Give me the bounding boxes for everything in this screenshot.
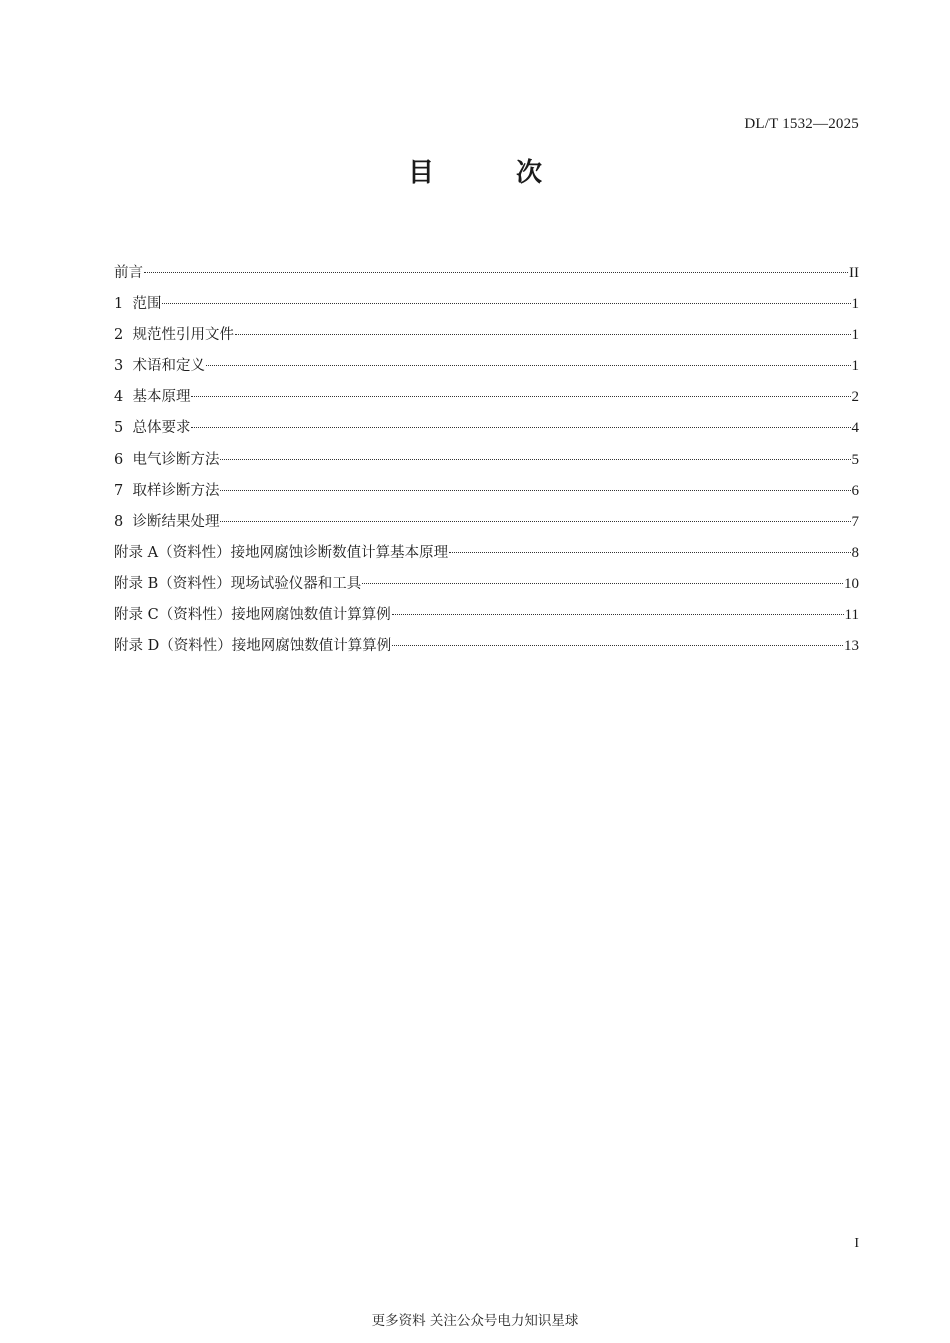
table-of-contents	[114, 262, 859, 666]
toc-entry-page: 2	[851, 389, 859, 406]
toc-entry-label: 2 规范性引用文件	[114, 327, 234, 344]
page-number: I	[854, 1236, 859, 1251]
toc-entry-appendix-b[interactable]	[114, 573, 859, 604]
toc-dot-leader	[392, 645, 843, 646]
toc-entry-label: 附录 C（资料性）接地网腐蚀数值计算算例	[114, 607, 391, 624]
toc-entry-6[interactable]	[114, 449, 859, 480]
toc-entry-5[interactable]	[114, 417, 859, 448]
toc-entry-label: 4 基本原理	[114, 389, 191, 406]
toc-dot-leader	[220, 490, 850, 491]
toc-entry-page: 13	[844, 638, 859, 655]
toc-dot-leader	[206, 365, 851, 366]
toc-entry-label: 1 范围	[114, 296, 162, 313]
toc-entry-page: 1	[851, 358, 859, 375]
toc-dot-leader	[191, 396, 850, 397]
toc-entry-label: 附录 D（资料性）接地网腐蚀数值计算算例	[114, 638, 392, 655]
toc-entry-label: 附录 A（资料性）接地网腐蚀诊断数值计算基本原理	[114, 544, 449, 561]
toc-entry-4[interactable]	[114, 386, 859, 417]
toc-entry-label: 8 诊断结果处理	[114, 513, 220, 530]
toc-entry-page: 7	[851, 513, 859, 530]
toc-entry-page: 10	[844, 575, 859, 592]
toc-dot-leader	[220, 521, 850, 522]
toc-entry-2[interactable]	[114, 324, 859, 355]
toc-entry-label: 3 术语和定义	[114, 358, 205, 375]
toc-entry-label: 7 取样诊断方法	[114, 482, 220, 499]
toc-dot-leader	[449, 552, 850, 553]
toc-dot-leader	[162, 303, 850, 304]
toc-entry-page: 1	[851, 327, 859, 344]
toc-entry-7[interactable]	[114, 480, 859, 511]
footer-note: 更多资料 关注公众号电力知识星球	[371, 1313, 579, 1329]
toc-dot-leader	[362, 583, 843, 584]
toc-entry-1[interactable]	[114, 293, 859, 324]
standard-code: DL/T 1532—2025	[744, 116, 859, 132]
toc-dot-leader	[392, 614, 844, 615]
toc-entry-page: 8	[851, 544, 859, 561]
toc-entry-label: 前言	[114, 265, 143, 281]
toc-entry-appendix-c[interactable]	[114, 604, 859, 635]
toc-entry-page: 11	[844, 607, 859, 624]
toc-entry-appendix-d[interactable]	[114, 635, 859, 666]
toc-entry-page: 6	[851, 482, 859, 499]
toc-entry-page: 4	[851, 420, 859, 437]
toc-dot-leader	[191, 427, 850, 428]
toc-dot-leader	[220, 459, 850, 460]
toc-dot-leader	[144, 272, 848, 273]
toc-entry-label: 6 电气诊断方法	[114, 451, 220, 468]
page-title: 目 次	[407, 158, 570, 188]
toc-entry-label: 5 总体要求	[114, 420, 191, 437]
toc-entry-appendix-a[interactable]	[114, 542, 859, 573]
toc-entry-page: II	[849, 265, 859, 281]
toc-entry-foreword[interactable]	[114, 262, 859, 293]
toc-entry-page: 1	[851, 296, 859, 313]
toc-dot-leader	[235, 334, 851, 335]
toc-entry-8[interactable]	[114, 511, 859, 542]
toc-entry-label: 附录 B（资料性）现场试验仪器和工具	[114, 575, 362, 592]
toc-entry-page: 5	[851, 451, 859, 468]
toc-entry-3[interactable]	[114, 355, 859, 386]
